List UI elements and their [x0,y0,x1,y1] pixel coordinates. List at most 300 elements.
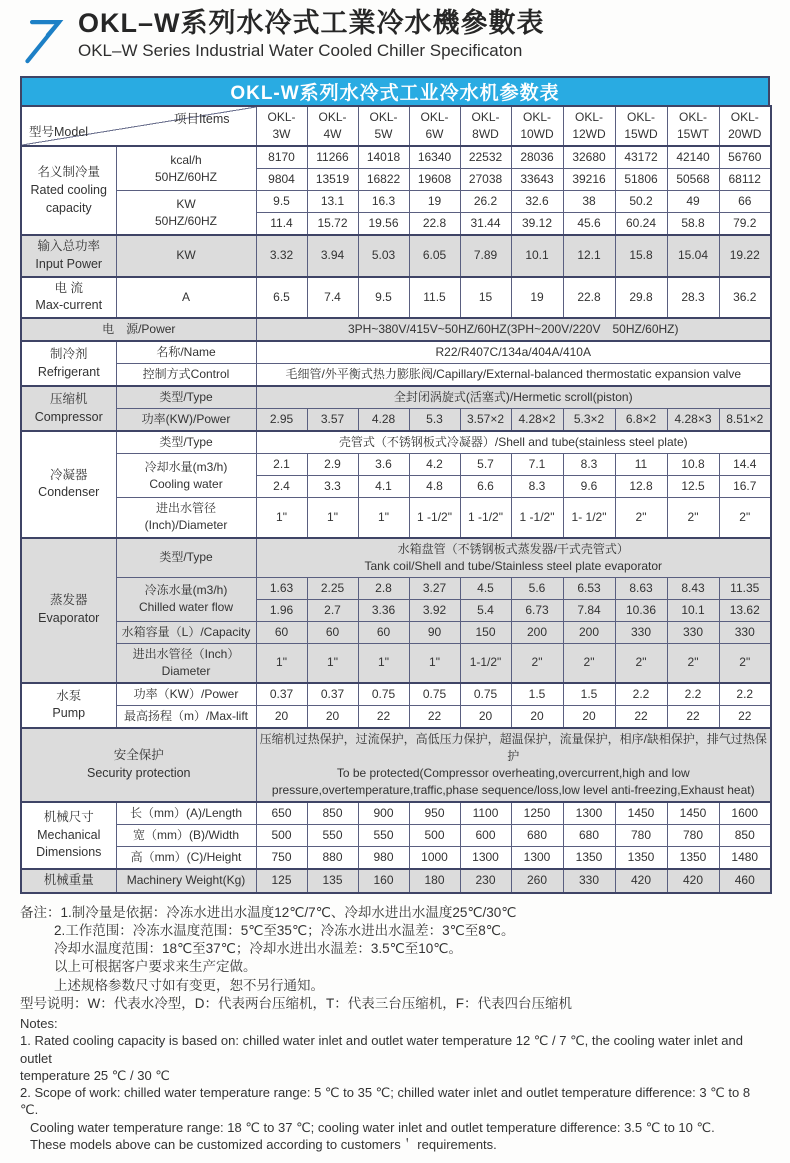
value-cell: 6.53 [563,577,615,599]
value-cell: OKL- 8WD [460,106,511,146]
value-cell: 1.5 [511,683,563,706]
value-cell: 2.1 [256,454,307,476]
value-cell: 毛细管/外平衡式热力膨胀阀/Capillary/External-balanced thermostatic expansion valve [256,364,771,387]
value-cell: OKL- 15WD [615,106,667,146]
value-cell: 500 [256,824,307,846]
value-cell: 19608 [409,169,460,191]
value-cell: 2.25 [307,577,358,599]
value-cell: 780 [615,824,667,846]
value-cell: 4.28×3 [667,409,719,432]
value-cell: 15 [460,277,511,319]
value-cell: 5.7 [460,454,511,476]
value-cell: 16.7 [719,476,771,498]
value-cell: 15.72 [307,213,358,236]
value-cell: 8.3 [511,476,563,498]
category-cell: 电 流 Max-current [21,277,116,319]
value-cell: 22 [358,705,409,728]
value-cell: 4.28×2 [511,409,563,432]
value-cell: 1" [256,643,307,683]
note-line: Cooling water temperature range: 18 ℃ to 37 ℃; cooling water inlet and outlet temperature difference: 3.5 ℃ to 10 ℃. [30,1119,715,1135]
value-cell: 9804 [256,169,307,191]
value-cell: 9.5 [256,191,307,213]
value-cell: 38 [563,191,615,213]
document-header [20,8,770,64]
value-cell: 6.5 [256,277,307,319]
item-cell: 最高扬程（m）/Max-lift [116,705,256,728]
value-cell: 10.1 [667,599,719,621]
value-cell: 2" [719,643,771,683]
table-row [21,318,771,341]
value-cell: 电 源/Power [21,318,256,341]
value-cell: 压缩机过热保护，过流保护，高低压力保护，超温保护，流量保护，相序/缺相保护，排气过热保护 To be protected(Compressor overheating,overcurrent,high and low pressure,overtemperature,traffic,phase sequence/loss,low level anti-freezing,Exhaust heat) [256,728,771,802]
value-cell: 680 [511,824,563,846]
notes-english [20,1015,770,1153]
value-cell: 1300 [511,846,563,869]
value-cell: 160 [358,869,409,893]
value-cell: 16822 [358,169,409,191]
value-cell: 3PH~380V/415V~50HZ/60HZ(3PH~200V/220V 50HZ/60HZ) [256,318,771,341]
value-cell: 200 [563,621,615,643]
value-cell: 60 [307,621,358,643]
item-cell: 冷冻水量(m3/h) Chilled water flow [116,577,256,621]
value-cell: 500 [409,824,460,846]
value-cell: OKL- 12WD [563,106,615,146]
value-cell: 50.2 [615,191,667,213]
value-cell: 43172 [615,146,667,169]
item-cell: 高（mm）(C)/Height [116,846,256,869]
value-cell: 19 [511,277,563,319]
table-caption: OKL-W系列水冷式工业冷水机参数表 [20,76,770,105]
value-cell: 11266 [307,146,358,169]
notes-section [20,904,770,1154]
value-cell: 1480 [719,846,771,869]
note-line: 型号说明：W：代表水冷型，D：代表两台压缩机，T：代表三台压缩机，F：代表四台压缩机 [20,995,572,1011]
value-cell: 22.8 [563,277,615,319]
value-cell: 20 [307,705,358,728]
notes-chinese [20,904,770,1013]
value-cell: 1300 [563,802,615,825]
value-cell: OKL- 3W [256,106,307,146]
spec-table-wrapper [20,76,770,894]
value-cell: 420 [615,869,667,893]
table-row [21,191,771,213]
value-cell: 4.1 [358,476,409,498]
value-cell: 950 [409,802,460,825]
value-cell: 20 [460,705,511,728]
value-cell: 3.32 [256,235,307,277]
table-row [21,846,771,869]
table-row [21,277,771,319]
value-cell: 150 [460,621,511,643]
value-cell: 2.2 [615,683,667,706]
value-cell: 0.75 [460,683,511,706]
value-cell: 1000 [409,846,460,869]
table-row [21,802,771,825]
value-cell: OKL- 15WT [667,106,719,146]
page-title-chinese: OKL–W系列水冷式工業冷水機參數表 [78,8,545,38]
value-cell: 8.51×2 [719,409,771,432]
table-row [21,824,771,846]
model-header-label: 型号Model [29,125,89,140]
value-cell: 20 [563,705,615,728]
category-cell: 输入总功率 Input Power [21,235,116,277]
category-cell: 压缩机 Compressor [21,386,116,431]
value-cell: 1350 [615,846,667,869]
value-cell: 135 [307,869,358,893]
table-row [21,621,771,643]
value-cell: 6.6 [460,476,511,498]
value-cell: 5.3 [409,409,460,432]
value-cell: 19 [409,191,460,213]
table-row [21,106,771,146]
note-line: 2. Scope of work: chilled water temperature range: 5 ℃ to 35 ℃; chilled water inlet and outlet temperature difference: 3 ℃ to 8 ℃. [20,1085,751,1118]
value-cell: 1450 [667,802,719,825]
value-cell: 1100 [460,802,511,825]
value-cell: 3.6 [358,454,409,476]
item-cell: 类型/Type [116,538,256,578]
value-cell: 39216 [563,169,615,191]
value-cell: 3.94 [307,235,358,277]
category-cell: 制冷剂 Refrigerant [21,341,116,386]
value-cell: 20 [256,705,307,728]
value-cell: 3.36 [358,599,409,621]
value-cell: 7.1 [511,454,563,476]
table-row [21,364,771,387]
value-cell: 0.75 [358,683,409,706]
table-row [21,431,771,454]
note-line: Notes: [20,1016,58,1032]
value-cell: 20 [511,705,563,728]
item-cell: 名称/Name [116,341,256,364]
value-cell: 4.5 [460,577,511,599]
items-header-label: 项目Items [173,112,230,126]
value-cell: 1" [307,498,358,538]
value-cell: 880 [307,846,358,869]
value-cell: 420 [667,869,719,893]
page-title-english: OKL–W Series Industrial Water Cooled Chiller Specificaton [78,41,523,61]
value-cell: 3.27 [409,577,460,599]
value-cell: 28.3 [667,277,719,319]
table-row [21,577,771,599]
value-cell: 15.8 [615,235,667,277]
item-cell: 宽（mm）(B)/Width [116,824,256,846]
value-cell: 8.3 [563,454,615,476]
value-cell: 79.2 [719,213,771,236]
value-cell: 330 [667,621,719,643]
value-cell: 32680 [563,146,615,169]
value-cell: 1-1/2" [460,643,511,683]
category-cell: 机械尺寸 Mechanical Dimensions [21,802,116,869]
value-cell: 680 [563,824,615,846]
value-cell: 12.1 [563,235,615,277]
value-cell: 900 [358,802,409,825]
category-cell: 机械重量 [21,869,116,893]
value-cell: 14.4 [719,454,771,476]
value-cell: 32.6 [511,191,563,213]
value-cell: 1450 [615,802,667,825]
value-cell: 1" [358,498,409,538]
note-line: temperature 25 ℃ / 30 ℃ [20,1067,170,1083]
spec-table-body [21,106,771,893]
value-cell: 7.4 [307,277,358,319]
value-cell: 4.28 [358,409,409,432]
value-cell: 壳管式（不锈钢板式冷凝器）/Shell and tube(stainless steel plate) [256,431,771,454]
value-cell: 2" [563,643,615,683]
value-cell: 330 [563,869,615,893]
value-cell: 14018 [358,146,409,169]
value-cell: 2" [615,498,667,538]
value-cell: 1" [307,643,358,683]
value-cell: 68112 [719,169,771,191]
value-cell: 0.37 [307,683,358,706]
value-cell: 31.44 [460,213,511,236]
value-cell: 5.4 [460,599,511,621]
value-cell: 60 [358,621,409,643]
item-cell: A [116,277,256,319]
value-cell: 200 [511,621,563,643]
value-cell: 36.2 [719,277,771,319]
value-cell: 1" [358,643,409,683]
table-row [21,683,771,706]
value-cell: 2.4 [256,476,307,498]
value-cell: 22 [615,705,667,728]
value-cell: 260 [511,869,563,893]
item-cell: 进出水管径 (Inch)/Diameter [116,498,256,538]
value-cell: 22 [667,705,719,728]
value-cell: 26.2 [460,191,511,213]
value-cell: 8.63 [615,577,667,599]
item-cell: 类型/Type [116,386,256,409]
value-cell: 1 -1/2" [511,498,563,538]
value-cell: 16.3 [358,191,409,213]
item-cell: 类型/Type [116,431,256,454]
value-cell: 1 -1/2" [409,498,460,538]
value-cell: 6.05 [409,235,460,277]
value-cell: 33643 [511,169,563,191]
category-cell: 名义制冷量 Rated cooling capacity [21,146,116,235]
value-cell: 780 [667,824,719,846]
value-cell: 1" [409,643,460,683]
value-cell: 13.62 [719,599,771,621]
value-cell: 2.7 [307,599,358,621]
value-cell: 1250 [511,802,563,825]
value-cell: 11 [615,454,667,476]
value-cell: 550 [307,824,358,846]
value-cell: 1350 [563,846,615,869]
value-cell: 1.63 [256,577,307,599]
value-cell: 90 [409,621,460,643]
note-line: 1. Rated cooling capacity is based on: chilled water inlet and outlet water temperature 12 ℃ / 7 ℃, the cooling water inlet and outlet [20,1033,743,1066]
note-line: 2.工作范围：冷冻水温度范围：5℃至35℃；冷冻水进出水温差：3℃至8℃。 [54,922,515,938]
value-cell: 66 [719,191,771,213]
table-row [21,538,771,578]
value-cell: 11.5 [409,277,460,319]
value-cell: 7.84 [563,599,615,621]
value-cell: 22.8 [409,213,460,236]
table-row [21,341,771,364]
table-row [21,728,771,802]
value-cell: 22532 [460,146,511,169]
value-cell: 58.8 [667,213,719,236]
value-cell: 10.36 [615,599,667,621]
item-cell: KW 50HZ/60HZ [116,191,256,236]
value-cell: 9.5 [358,277,409,319]
value-cell: 56760 [719,146,771,169]
spec-table [20,105,772,894]
value-cell: 28036 [511,146,563,169]
table-row [21,454,771,476]
note-line: 以上可根据客户要求来生产定做。 [54,959,257,975]
value-cell: 15.04 [667,235,719,277]
value-cell: 125 [256,869,307,893]
value-cell: 2" [719,498,771,538]
value-cell: 5.3×2 [563,409,615,432]
value-cell: 0.37 [256,683,307,706]
value-cell: 2.9 [307,454,358,476]
note-line: 备注：1.制冷量是依据：冷冻水进出水温度12℃/7℃、冷却水进出水温度25℃/30℃ [20,904,517,920]
value-cell: 460 [719,869,771,893]
table-row [21,498,771,538]
value-cell: 8170 [256,146,307,169]
value-cell: 7.89 [460,235,511,277]
value-cell: 600 [460,824,511,846]
value-cell: 29.8 [615,277,667,319]
value-cell: 13.1 [307,191,358,213]
value-cell: 2.8 [358,577,409,599]
value-cell: 5.03 [358,235,409,277]
value-cell: 19.56 [358,213,409,236]
category-cell: 安全保护 Security protection [21,728,256,802]
value-cell: 2" [615,643,667,683]
value-cell: OKL- 4W [307,106,358,146]
value-cell: 850 [719,824,771,846]
value-cell: 19.22 [719,235,771,277]
value-cell: 850 [307,802,358,825]
item-cell: 水箱容量（L）/Capacity [116,621,256,643]
note-line: 上述规格参数尺寸如有变更，恕不另行通知。 [54,977,324,993]
note-line: 冷却水温度范围：18℃至37℃；冷却水进出水温差：3.5℃至10℃。 [54,941,462,957]
value-cell: OKL- 5W [358,106,409,146]
value-cell: 180 [409,869,460,893]
table-row [21,235,771,277]
value-cell: R22/R407C/134a/404A/410A [256,341,771,364]
value-cell: 3.3 [307,476,358,498]
value-cell: 550 [358,824,409,846]
item-cell: 功率(KW)/Power [116,409,256,432]
value-cell: 11.4 [256,213,307,236]
value-cell: 2.2 [667,683,719,706]
value-cell: 3.57 [307,409,358,432]
title-block [78,8,545,60]
value-cell: 13519 [307,169,358,191]
value-cell: 750 [256,846,307,869]
category-cell: 水泵 Pump [21,683,116,728]
value-cell: 980 [358,846,409,869]
value-cell: 60.24 [615,213,667,236]
value-cell: 45.6 [563,213,615,236]
value-cell: 650 [256,802,307,825]
item-cell: 进出水管径（Inch） Diameter [116,643,256,683]
item-cell: Machinery Weight(Kg) [116,869,256,893]
value-cell: 全封闭涡旋式(活塞式)/Hermetic scroll(piston) [256,386,771,409]
value-cell: 12.5 [667,476,719,498]
category-cell: 冷凝器 Condenser [21,431,116,537]
value-cell: OKL- 10WD [511,106,563,146]
value-cell: 51806 [615,169,667,191]
model-items-diagonal-header [21,106,256,146]
item-cell: kcal/h 50HZ/60HZ [116,146,256,191]
table-row [21,146,771,169]
value-cell: 22 [409,705,460,728]
value-cell: 330 [615,621,667,643]
arrow-up-right-icon [20,10,72,64]
value-cell: 16340 [409,146,460,169]
value-cell: 8.43 [667,577,719,599]
category-cell: 蒸发器 Evaporator [21,538,116,683]
value-cell: 3.57×2 [460,409,511,432]
value-cell: 2" [667,498,719,538]
value-cell: 2.95 [256,409,307,432]
value-cell: 4.2 [409,454,460,476]
value-cell: 2" [511,643,563,683]
value-cell: 42140 [667,146,719,169]
table-row [21,409,771,432]
value-cell: 49 [667,191,719,213]
value-cell: 1350 [667,846,719,869]
value-cell: 9.6 [563,476,615,498]
value-cell: 1" [256,498,307,538]
value-cell: 1600 [719,802,771,825]
value-cell: 3.92 [409,599,460,621]
value-cell: 60 [256,621,307,643]
value-cell: 11.35 [719,577,771,599]
item-cell: 长（mm）(A)/Length [116,802,256,825]
value-cell: 6.73 [511,599,563,621]
value-cell: 1300 [460,846,511,869]
value-cell: 1.5 [563,683,615,706]
note-line: These models above can be customized according to customers＇ requirements. [30,1137,497,1153]
table-row [21,705,771,728]
table-row [21,386,771,409]
value-cell: 330 [719,621,771,643]
item-cell: 控制方式Control [116,364,256,387]
value-cell: 4.8 [409,476,460,498]
value-cell: 39.12 [511,213,563,236]
value-cell: 1.96 [256,599,307,621]
item-cell: KW [116,235,256,277]
table-row [21,643,771,683]
value-cell: 1- 1/2" [563,498,615,538]
value-cell: 水箱盘管（不锈钢板式蒸发器/干式壳管式） Tank coil/Shell and tube/Stainless steel plate evaporator [256,538,771,578]
value-cell: OKL- 20WD [719,106,771,146]
table-row [21,869,771,893]
value-cell: OKL- 6W [409,106,460,146]
value-cell: 230 [460,869,511,893]
item-cell: 冷却水量(m3/h) Cooling water [116,454,256,498]
value-cell: 12.8 [615,476,667,498]
value-cell: 6.8×2 [615,409,667,432]
value-cell: 22 [719,705,771,728]
value-cell: 27038 [460,169,511,191]
value-cell: 50568 [667,169,719,191]
value-cell: 1 -1/2" [460,498,511,538]
value-cell: 5.6 [511,577,563,599]
value-cell: 10.1 [511,235,563,277]
value-cell: 10.8 [667,454,719,476]
value-cell: 2.2 [719,683,771,706]
value-cell: 0.75 [409,683,460,706]
item-cell: 功率（KW）/Power [116,683,256,706]
